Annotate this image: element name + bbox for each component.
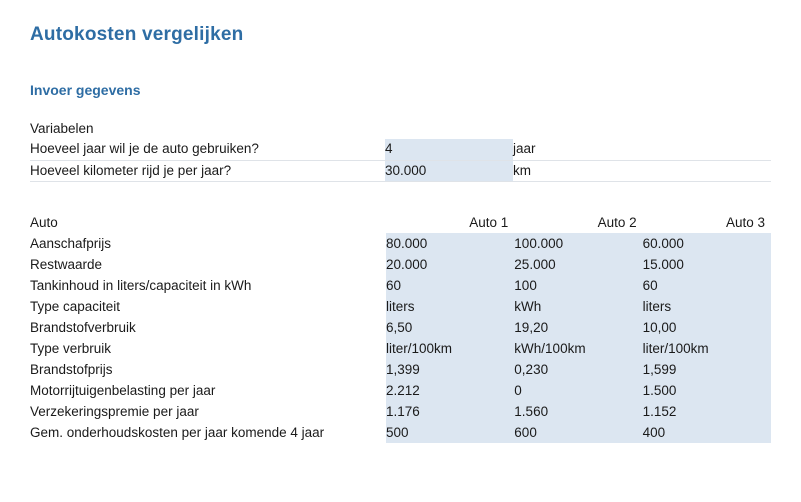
row-label-motorrijtuigenbelasting: Motorrijtuigenbelasting per jaar	[30, 382, 216, 398]
cell-onderhoudskosten-auto2[interactable]: 600	[514, 422, 642, 443]
variables-header-label: Variabelen	[30, 120, 94, 136]
variable-value-km[interactable]: 30.000	[385, 160, 513, 181]
cars-header-label: Auto	[30, 214, 58, 230]
cell-brandstofverbruik-auto3[interactable]: 10,00	[643, 317, 771, 338]
cars-section	[30, 212, 771, 443]
cell-type-verbruik-auto2[interactable]: kWh/100km	[514, 338, 642, 359]
cell-verzekeringspremie-auto1[interactable]: 1.176	[386, 401, 514, 422]
cell-brandstofverbruik-auto1[interactable]: 6,50	[386, 317, 514, 338]
row-label-type-verbruik: Type verbruik	[30, 340, 112, 356]
cell-restwaarde-auto3[interactable]: 15.000	[643, 254, 771, 275]
cell-type-capaciteit-auto1[interactable]: liters	[386, 296, 514, 317]
table-row	[30, 422, 771, 443]
row-spacer	[633, 139, 771, 160]
cell-motorrijtuigenbelasting-auto1[interactable]: 2.212	[386, 380, 514, 401]
variables-header-value	[385, 118, 513, 139]
table-row	[30, 401, 771, 422]
cell-motorrijtuigenbelasting-auto3[interactable]: 1.500	[643, 380, 771, 401]
cell-type-capaciteit-auto2[interactable]: kWh	[514, 296, 642, 317]
table-row	[30, 317, 771, 338]
table-row	[30, 338, 771, 359]
table-row	[30, 380, 771, 401]
cell-type-verbruik-auto1[interactable]: liter/100km	[386, 338, 514, 359]
table-row	[30, 275, 771, 296]
variables-table	[30, 118, 771, 182]
page-title: Autokosten vergelijken	[30, 24, 244, 45]
cell-restwaarde-auto1[interactable]: 20.000	[386, 254, 514, 275]
cell-type-capaciteit-auto3[interactable]: liters	[643, 296, 771, 317]
table-row	[30, 359, 771, 380]
cell-restwaarde-auto2[interactable]: 25.000	[514, 254, 642, 275]
variable-unit-years: jaar	[513, 139, 633, 160]
cars-header-col-2: Auto 2	[597, 214, 637, 230]
section-heading-invoer: Invoer gegevens	[30, 82, 141, 98]
cell-tankinhoud-auto1[interactable]: 60	[386, 275, 514, 296]
cell-onderhoudskosten-auto1[interactable]: 500	[386, 422, 514, 443]
cell-tankinhoud-auto2[interactable]: 100	[514, 275, 642, 296]
row-label-brandstofverbruik: Brandstofverbruik	[30, 319, 136, 335]
cell-type-verbruik-auto3[interactable]: liter/100km	[643, 338, 771, 359]
cell-verzekeringspremie-auto3[interactable]: 1.152	[643, 401, 771, 422]
cell-onderhoudskosten-auto3[interactable]: 400	[643, 422, 771, 443]
row-label-aanschafprijs: Aanschafprijs	[30, 235, 112, 251]
variable-unit-km: km	[513, 160, 633, 181]
cars-header-col-3: Auto 3	[725, 214, 765, 230]
cell-brandstofprijs-auto2[interactable]: 0,230	[514, 359, 642, 380]
cars-table	[30, 212, 771, 443]
cars-header-row	[30, 212, 771, 233]
cell-brandstofverbruik-auto2[interactable]: 19,20	[514, 317, 642, 338]
variables-header-unit	[513, 118, 633, 139]
cars-header-col-1: Auto 1	[469, 214, 509, 230]
cell-brandstofprijs-auto3[interactable]: 1,599	[643, 359, 771, 380]
cell-tankinhoud-auto3[interactable]: 60	[643, 275, 771, 296]
variables-section	[30, 118, 771, 182]
row-label-brandstofprijs: Brandstofprijs	[30, 361, 113, 377]
variables-header-row	[30, 118, 771, 139]
variable-value-years[interactable]: 4	[385, 139, 513, 160]
cell-motorrijtuigenbelasting-auto2[interactable]: 0	[514, 380, 642, 401]
row-label-onderhoudskosten: Gem. onderhoudskosten per jaar komende 4 jaar	[30, 424, 325, 440]
table-row	[30, 139, 771, 160]
table-row	[30, 160, 771, 181]
row-spacer	[633, 160, 771, 181]
cell-aanschafprijs-auto2[interactable]: 100.000	[514, 233, 642, 254]
cell-verzekeringspremie-auto2[interactable]: 1.560	[514, 401, 642, 422]
cell-aanschafprijs-auto3[interactable]: 60.000	[643, 233, 771, 254]
row-label-restwaarde: Restwaarde	[30, 256, 103, 272]
row-label-verzekeringspremie: Verzekeringspremie per jaar	[30, 403, 199, 419]
variable-label-years: Hoeveel jaar wil je de auto gebruiken?	[30, 139, 385, 160]
table-row	[30, 233, 771, 254]
table-row	[30, 254, 771, 275]
cell-brandstofprijs-auto1[interactable]: 1,399	[386, 359, 514, 380]
row-label-type-capaciteit: Type capaciteit	[30, 298, 121, 314]
table-row	[30, 296, 771, 317]
variables-header-spacer	[633, 118, 771, 139]
row-label-tankinhoud: Tankinhoud in liters/capaciteit in kWh	[30, 277, 252, 293]
cell-aanschafprijs-auto1[interactable]: 80.000	[386, 233, 514, 254]
variable-label-km: Hoeveel kilometer rijd je per jaar?	[30, 160, 385, 181]
